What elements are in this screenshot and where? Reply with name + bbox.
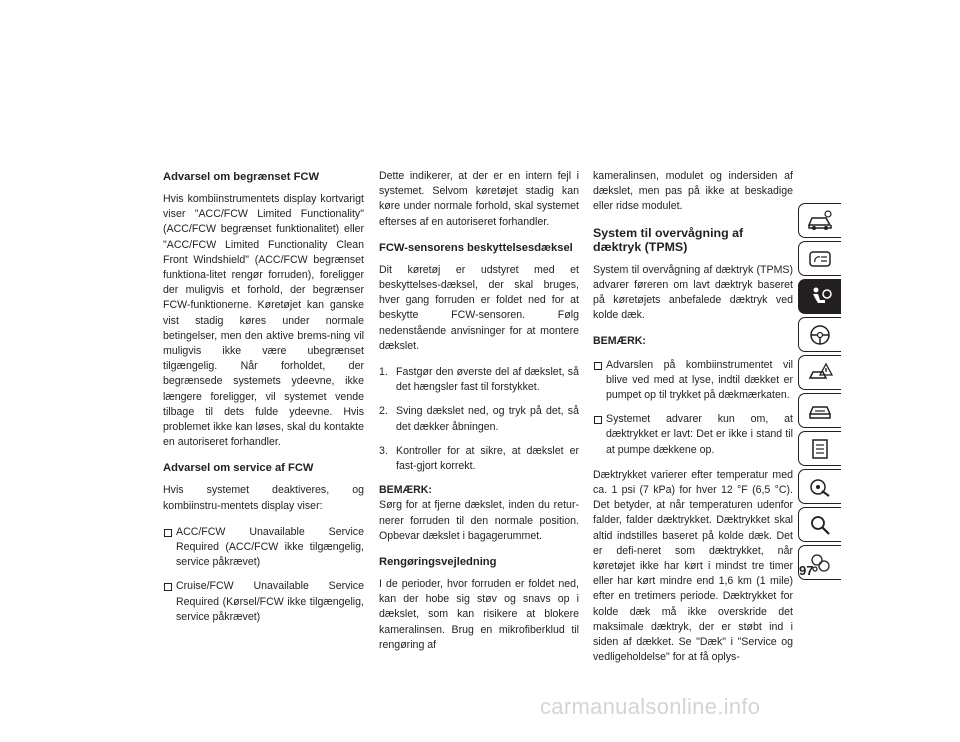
car-tools-icon [806, 399, 834, 423]
paragraph: Dette indikerer, at der er en intern fejl i systemet. Selvom køretøjet stadig kan køre under normale forhold, skal systemet efterses af en autoriseret forhandler. [379, 170, 579, 228]
step-text: Fastgør den øverste del af dækslet, så det hængsler fast til forstykket. [396, 366, 579, 394]
tab-specifications[interactable] [798, 431, 841, 466]
search-index-icon [806, 513, 834, 537]
paragraph: kameralinsen, modulet og indersiden af dækslet, men pas på ikke at beskadige eller ridse modulet. [593, 170, 793, 213]
step-text: Kontroller for at sikre, at dækslet er fast-gjort korrekt. [396, 444, 579, 473]
tab-service[interactable] [798, 393, 841, 428]
step-number: 3. [379, 444, 388, 457]
paragraph: Hvis kombiinstrumentets display kortvarigt viser "ACC/FCW Limited Functionality" (ACC/FCW begrænset funktionalitet) eller "ACC/FCW Limited Functionality Clean Front Windshield" (ACC/FCW begrænset funktiona-litet rengør forruden), foreligger der muligvis et forhold, der begrænser FCW-funktionerne. Køretøjet kan ganske vist stadig køres under normale betingelser, men den aktive brems-ning vil muligvis ikke være ubegrænset tilgængelig. Når forholdet, der begrænsede systemets ydeevne, ikke længere foreligger, vil systemet vende tilbage til dets fulde ydeevne. Hvis problemet ikke kan løses, skal du kontakte en autoriseret forhandler. [163, 193, 364, 449]
tab-emergency[interactable] [798, 355, 841, 390]
list-item: Advarslen på kombiinstrumentet vil blive ved med at lyse, indtil dækket er pumpet op til trykket på dækmærkaten. [593, 358, 793, 404]
bullet-list [593, 358, 793, 458]
car-warning-icon [806, 361, 834, 385]
tab-customer-assistance[interactable] [798, 469, 841, 504]
note-label: BEMÆRK: [379, 484, 432, 497]
tab-vehicle-info[interactable] [798, 203, 841, 238]
paragraph: I de perioder, hvor forruden er foldet ned, kan der hobe sig støv og snavs op i dækslet, som kan risikere at blokere kameralinsen. Brug en mikrofiberklud til rengøring af [379, 578, 579, 651]
watermark: carmanualsonline.info [540, 694, 761, 719]
paragraph: Dæktrykket varierer efter temperatur med ca. 1 psi (7 kPa) for hver 12 °F (6,5 °C). Det betyder, at når temperaturen udenfor falder, falder dæktrykket. Dæktrykket skal altid indstilles baseret på kolde dæk. Det er defi-neret som dæktrykket, når køretøjet ikke har kørt i mindst tre timer eller har kørt mindre end 1,6 km (1 mile) efter en tretimers periode. Dæktrykket for kolde dæk må ikke overskride det maksimale dæktryk, der er støbt ind i siden af dækket. Se "Dæk" i "Service og vedligeholdelse" for at få oplys- [593, 468, 793, 664]
page-number: 97 [799, 563, 814, 578]
tab-safety[interactable] [798, 279, 841, 314]
bullet-list [163, 525, 364, 625]
column-1 [163, 170, 364, 635]
steering-wheel-icon [806, 323, 834, 347]
column-3 [593, 169, 793, 676]
checklist-icon [806, 437, 834, 461]
numbered-list [379, 365, 579, 474]
note-label: BEMÆRK: [593, 335, 646, 348]
list-item: Cruise/FCW Unavailable Service Required (Kørsel/FCW ikke tilgængelig, service påkrævet) [163, 579, 364, 625]
service-wrench-icon [806, 475, 834, 499]
list-item [379, 404, 579, 434]
tab-index[interactable] [798, 507, 841, 542]
list-item: Systemet advarer kun om, at dæktrykket er lavt: Det er ikke i stand til at pumpe dækkene op. [593, 412, 793, 458]
paragraph: Hvis systemet deaktiveres, og kombiinstru-mentets display viser: [163, 484, 364, 512]
paragraph: Dit køretøj er udstyret med et beskyttelses-dæksel, der skal bruges, hver gang forruden er foldet ned for at beskytte FCW-sensoren. Følg nedenstående anvisninger for at montere dækslet. [379, 263, 579, 352]
section-heading-tpms: System til overvågning af dæktryk (TPMS) [593, 225, 744, 254]
section-heading-cleaning: Rengøringsvejledning [379, 556, 497, 569]
step-text: Sving dækslet ned, og tryk på det, så det dækker åbningen. [396, 405, 579, 433]
airbag-safety-icon [806, 285, 834, 309]
list-item: ACC/FCW Unavailable Service Required (ACC/FCW ikke tilgængelig, service påkrævet) [163, 525, 364, 571]
step-number: 2. [379, 405, 388, 418]
gauge-cluster-icon [806, 247, 834, 271]
list-item [379, 365, 579, 395]
note-text: Sørg for at fjerne dækslet, inden du retur-nerer forruden til den normale position. Opbevar dækslet i bagagerummet. [379, 499, 579, 542]
list-item [379, 444, 579, 474]
paragraph: System til overvågning af dæktryk (TPMS) advarer føreren om lavt dæktryk baseret på køretøjets anbefalede dæktryk ved kolde dæk. [593, 263, 793, 322]
section-heading-sensor-cover: FCW-sensorens beskyttelsesdæksel [379, 241, 573, 254]
section-heading-fcw-service: Advarsel om service af FCW [163, 462, 314, 475]
tab-instrument-cluster[interactable] [798, 241, 841, 276]
car-info-icon [806, 209, 834, 233]
step-number: 1. [379, 366, 388, 379]
chapter-tabs [798, 203, 844, 583]
column-2 [379, 169, 579, 664]
tab-starting-operating[interactable] [798, 317, 841, 352]
section-heading-fcw-limited: Advarsel om begrænset FCW [163, 171, 320, 183]
